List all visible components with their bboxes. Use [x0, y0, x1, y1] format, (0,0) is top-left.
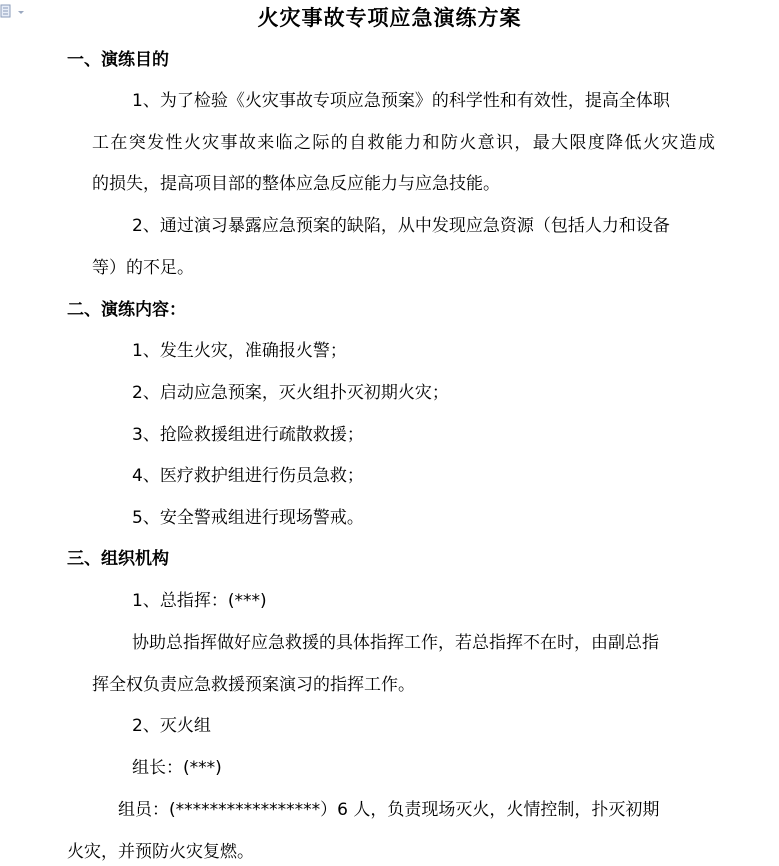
paragraph-line: 等）的不足。 — [92, 258, 194, 278]
paragraph-line: 火灾，并预防火灾复燃。 — [67, 842, 254, 862]
paragraph-line: 1、总指挥：(***) — [132, 591, 267, 611]
list-item: 2、启动应急预案，灭火组扑灭初期火灾； — [132, 383, 449, 403]
section-heading-1: 一、演练目的 — [67, 50, 169, 70]
paragraph-line: 工在突发性火灾事故来临之际的自救能力和防火意识，最大限度降低火灾造成 — [92, 133, 715, 153]
list-item: 3、抢险救援组进行疏散救援； — [132, 425, 364, 445]
document-title: 火灾事故专项应急演练方案 — [257, 6, 522, 30]
paragraph-line: 2、灭火组 — [132, 716, 211, 736]
list-item: 1、发生火灾，准确报火警； — [132, 341, 347, 361]
paragraph-line: 协助总指挥做好应急救援的具体指挥工作，若总指挥不在时，由副总指 — [132, 633, 659, 653]
paragraph-line: 的损失，提高项目部的整体应急反应能力与应急技能。 — [92, 174, 500, 194]
paragraph-line: 2、通过演习暴露应急预案的缺陷，从中发现应急资源（包括人力和设备 — [132, 216, 670, 236]
paragraph-line: 组员：(*****************）6 人，负责现场灭火，火情控制，扑灭初期 — [118, 800, 660, 820]
section-heading-2: 二、演练内容： — [67, 300, 186, 320]
paragraph-line: 组长：(***) — [132, 758, 222, 778]
list-item: 4、医疗救护组进行伤员急救； — [132, 466, 364, 486]
section-heading-3: 三、组织机构 — [67, 549, 169, 569]
paragraph-line: 1、为了检验《火灾事故专项应急预案》的科学性和有效性，提高全体职 — [132, 91, 670, 111]
list-item: 5、安全警戒组进行现场警戒。 — [132, 508, 364, 528]
paragraph-line: 挥全权负责应急救援预案演习的指挥工作。 — [92, 675, 415, 695]
